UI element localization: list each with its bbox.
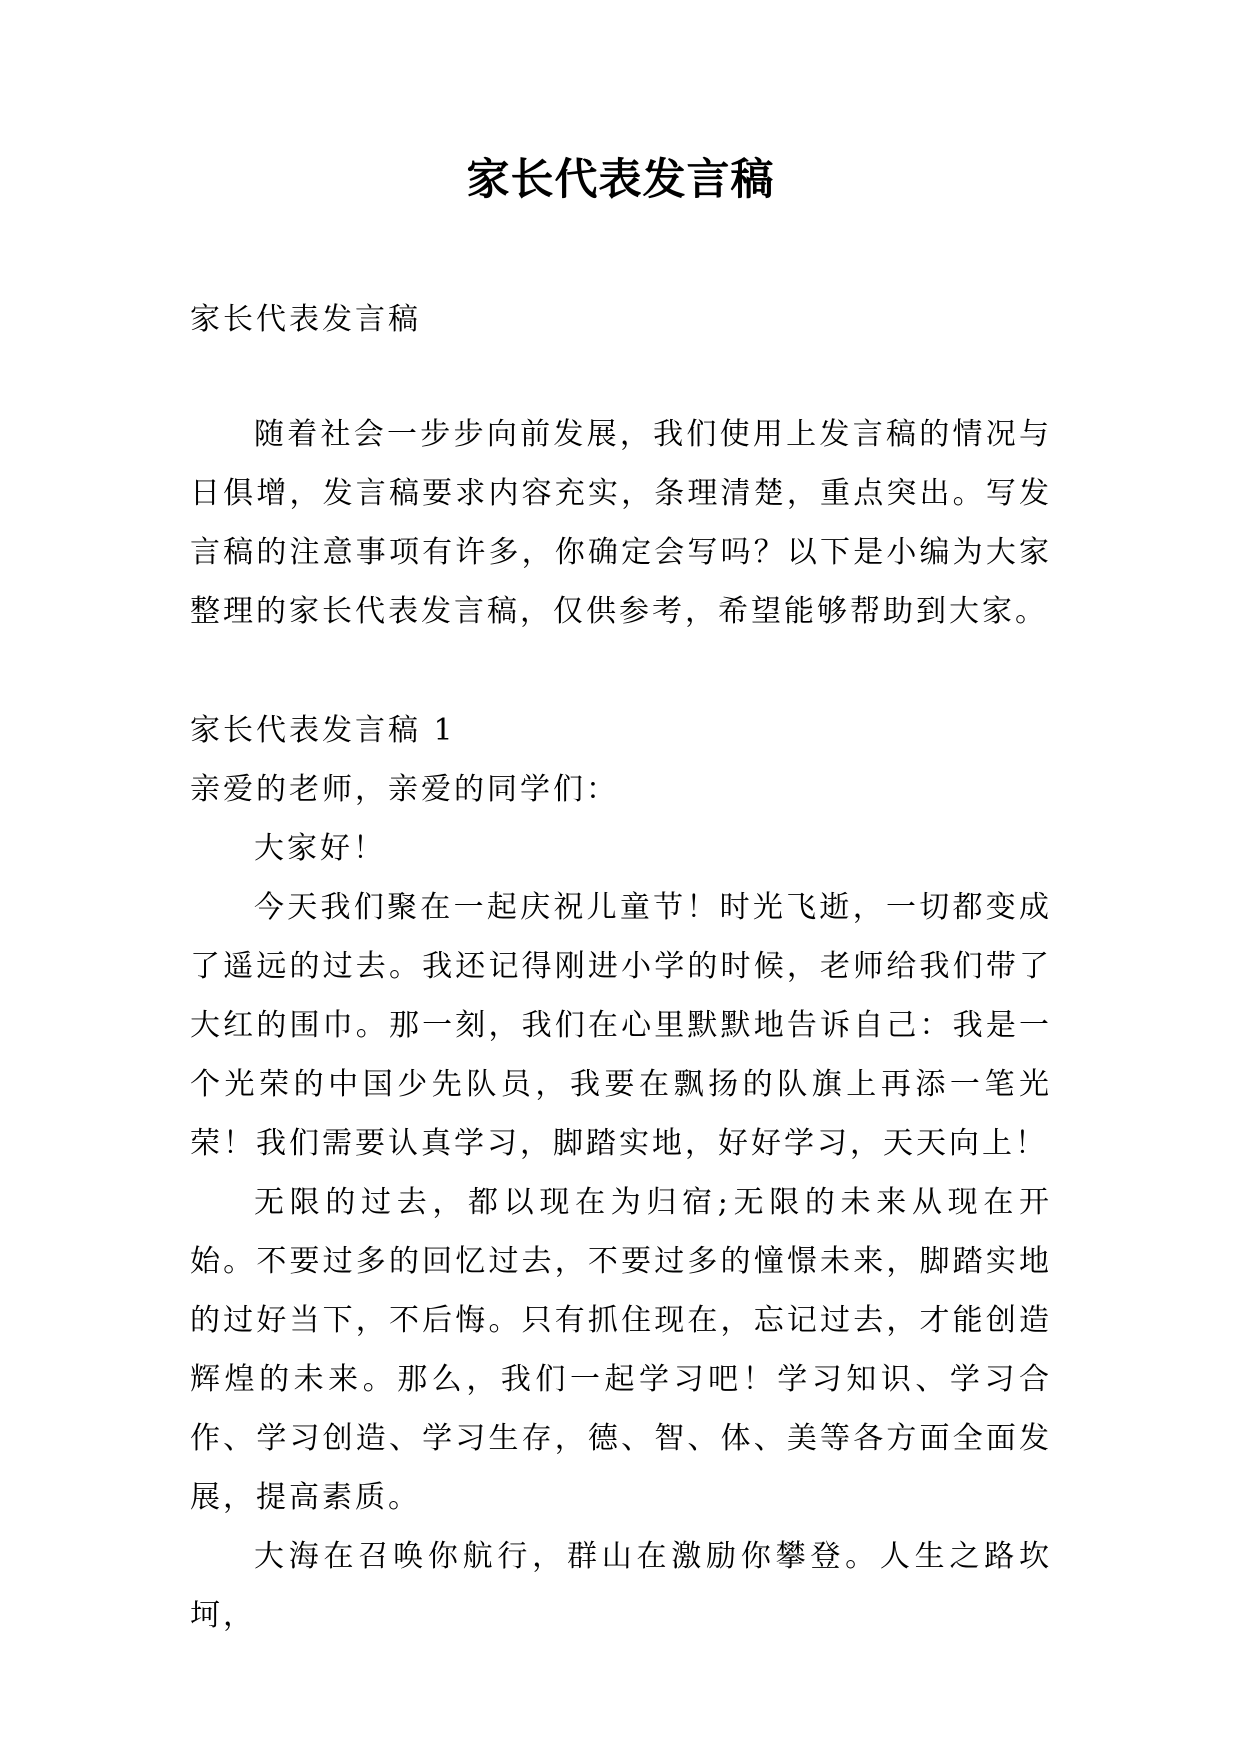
document-title: 家长代表发言稿 (466, 155, 775, 205)
spacer (190, 641, 1052, 701)
body-paragraph: 无限的过去，都以现在为归宿;无限的未来从现在开始。不要过多的回忆过去，不要过多的憧憬未来，脚踏实地的过好当下，不后悔。只有抓住现在，忘记过去，才能创造辉煌的未来。那么，我们一起学习吧！学习知识、学习合作、学习创造、学习生存，德、智、体、美等各方面全面发展，提高素质。 (190, 1185, 1052, 1515)
intro-paragraph: 随着社会一步步向前发展，我们使用上发言稿的情况与日俱增，发言稿要求内容充实，条理清楚，重点突出。写发言稿的注意事项有许多，你确定会写吗？以下是小编为大家整理的家长代表发言稿，仅供参考，希望能够帮助到大家。 (190, 417, 1052, 629)
salutation: 亲爱的老师，亲爱的同学们： (190, 772, 619, 807)
greeting: 大家好！ (254, 831, 386, 866)
document-subtitle: 家长代表发言稿 (190, 302, 421, 337)
body-paragraph: 大海在召唤你航行，群山在激励你攀登。人生之路坎坷， (190, 1539, 1052, 1633)
document-body (190, 290, 1052, 1645)
section-heading: 家长代表发言稿 1 (190, 713, 456, 748)
spacer (190, 349, 1052, 405)
body-paragraph: 今天我们聚在一起庆祝儿童节！时光飞逝，一切都变成了遥远的过去。我还记得刚进小学的时候，老师给我们带了大红的围巾。那一刻，我们在心里默默地告诉自己：我是一个光荣的中国少先队员，我要在飘扬的队旗上再添一笔光荣！我们需要认真学习，脚踏实地，好好学习，天天向上！ (190, 890, 1052, 1161)
